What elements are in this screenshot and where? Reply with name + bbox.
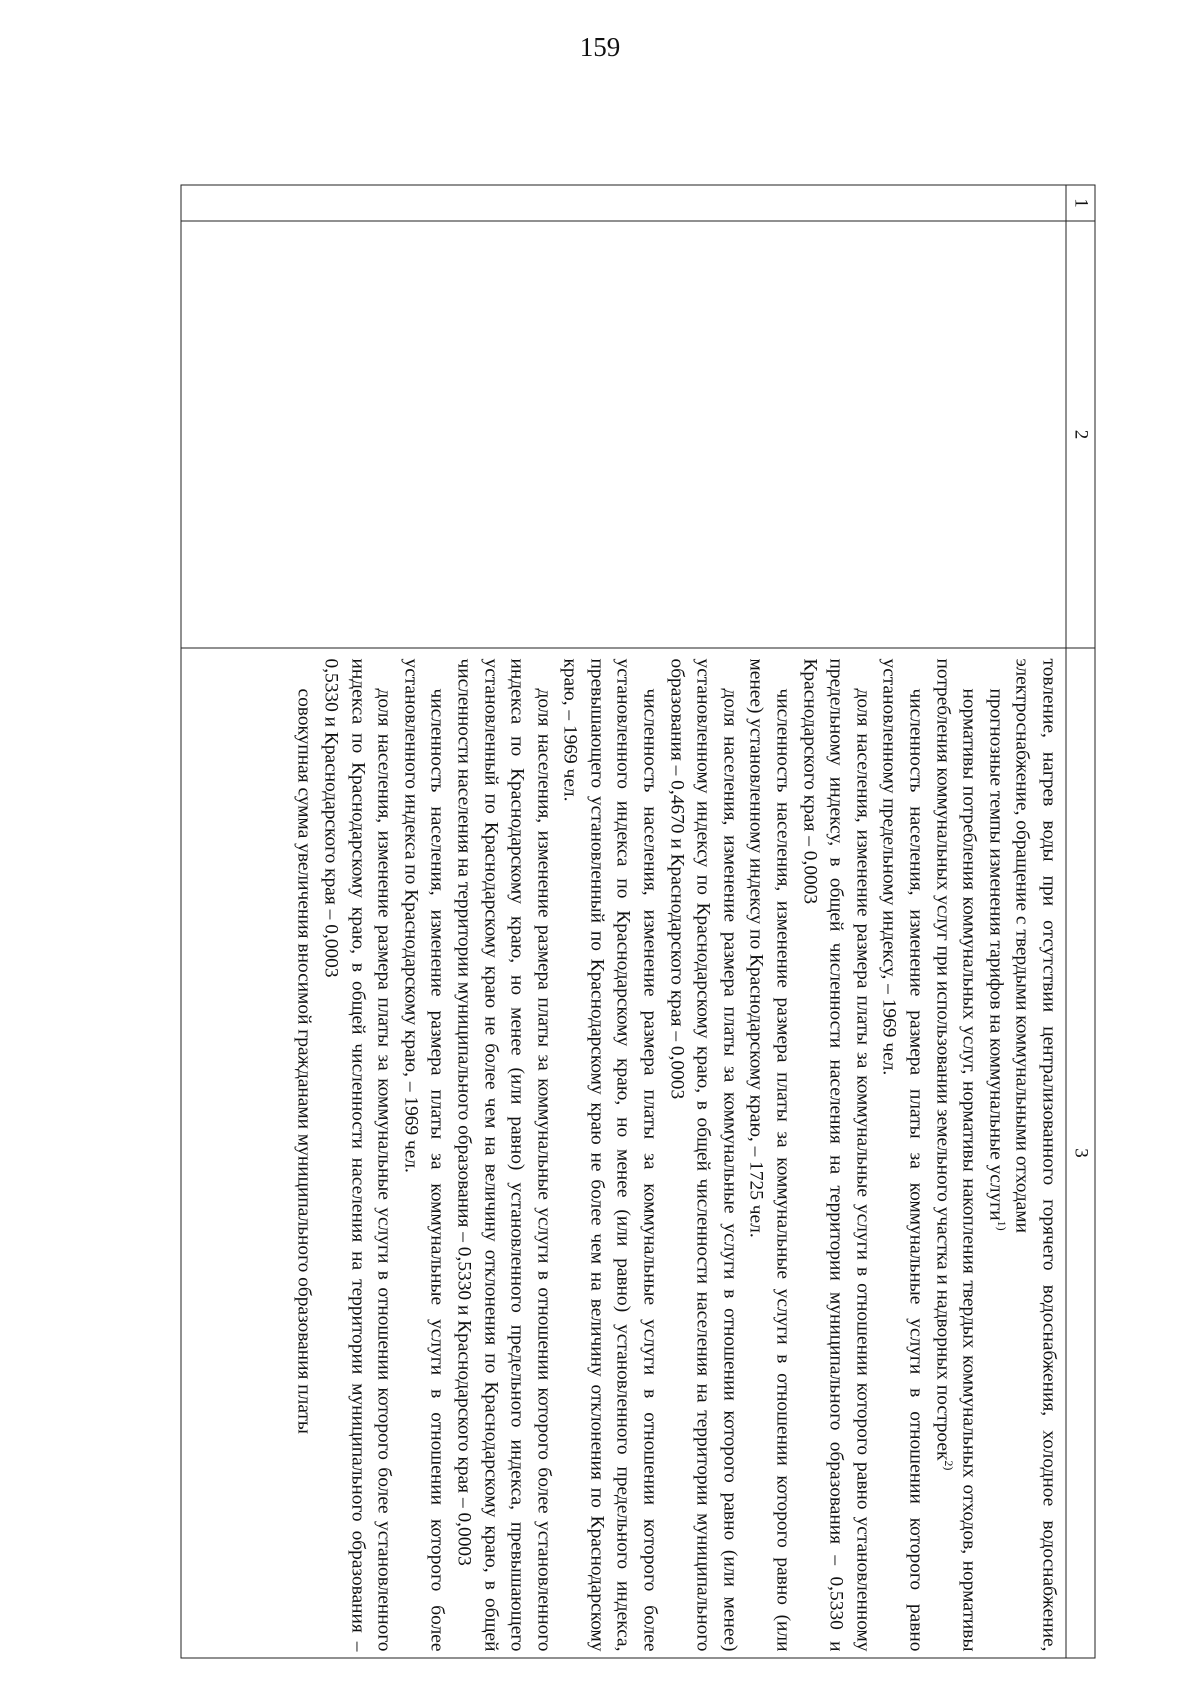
paragraph: товление, нагрев воды при отсутствии централизованного горячего водоснабжения, холодное водоснабжение, электроснабжение, обращение с твердыми коммунальными отходами <box>1011 658 1060 1652</box>
header-row <box>1066 185 1095 1658</box>
paragraph-text: прогнозные темпы изменения тарифов на коммунальные услуги <box>985 688 1007 1221</box>
column-header-3: 3 <box>1066 648 1095 1658</box>
paragraph: доля населения, изменение размера платы за коммунальные услуги в отношении которого более установленного индекса по Краснодарскому краю, но менее (или равно) установленного предельного индекса, превышающего установленный по Краснодарскому краю не более чем на величину отклонения по Краснодарскому краю, в общей численности населения на территории муниципального образования – 0,5330 и Краснодарского края – 0,0003 <box>453 658 555 1652</box>
paragraph: доля населения, изменение размера платы за коммунальные услуги в отношении которого равно (или менее) установленному индексу по Краснодарскому краю, в общей численности населения на территории муниципального образования – 0,4670 и Краснодарского края – 0,0003 <box>666 658 741 1652</box>
paragraph: совокупная сумма увеличения вносимой гражданами муниципального образования платы <box>293 688 315 1434</box>
paragraph: доля населения, изменение размера платы за коммунальные услуги в отношении которого более установленного индекса по Краснодарскому краю, в общей численности населения на территории муниципального образования – 0,5330 и Краснодарского края – 0,0003 <box>320 658 395 1652</box>
table-row <box>181 185 1066 1658</box>
column-header-2: 2 <box>1066 221 1095 648</box>
cell-column-2 <box>181 221 1066 648</box>
cell-column-1 <box>181 185 1066 221</box>
column-header-1: 1 <box>1066 185 1095 221</box>
paragraph: численность населения, изменение размера платы за коммунальные услуги в отношении которого более установленного индекса по Краснодарскому краю, – 1969 чел. <box>400 658 448 1652</box>
paragraph-with-footnote <box>929 659 982 1652</box>
cell-column-3 <box>181 648 1066 1658</box>
paragraph: численность населения, изменение размера платы за коммунальные услуги в отношении которого равно (или менее) установленному индексу по Краснодарскому краю, – 1725 чел. <box>745 658 794 1652</box>
footnote-mark: 2) <box>941 1460 956 1471</box>
paragraph-text: нормативы потребления коммунальных услуг, нормативы накопления твердых коммунальных отходов, нормативы потребления коммунальных услуг при использовании земельного участка и надворных построек <box>932 658 980 1652</box>
paragraph-with-footnote <box>982 659 1009 1652</box>
page-number: 159 <box>579 32 621 62</box>
paragraph: численность населения, изменение размера платы за коммунальные услуги в отношении которого более установленного индекса по Краснодарскому краю, но менее (или равно) установленного предельного индекса, превышающего установленный по Краснодарскому краю не более чем на величину отклонения по Краснодарскому краю, – 1969 чел. <box>559 658 661 1652</box>
paragraph: численность населения, изменение размера платы за коммунальные услуги в отношении которого равно установленному предельному индексу, – 1969 чел. <box>878 658 927 1652</box>
footnote-mark: 1) <box>994 1220 1009 1231</box>
data-table <box>181 185 1096 1659</box>
rotated-table <box>181 185 1096 1658</box>
paragraph: доля населения, изменение размера платы за коммунальные услуги в отношении которого равно установленному предельному индексу, в общей численности населения на территории муниципального образования – 0,5330 и Краснодарского края – 0,0003 <box>799 658 874 1652</box>
